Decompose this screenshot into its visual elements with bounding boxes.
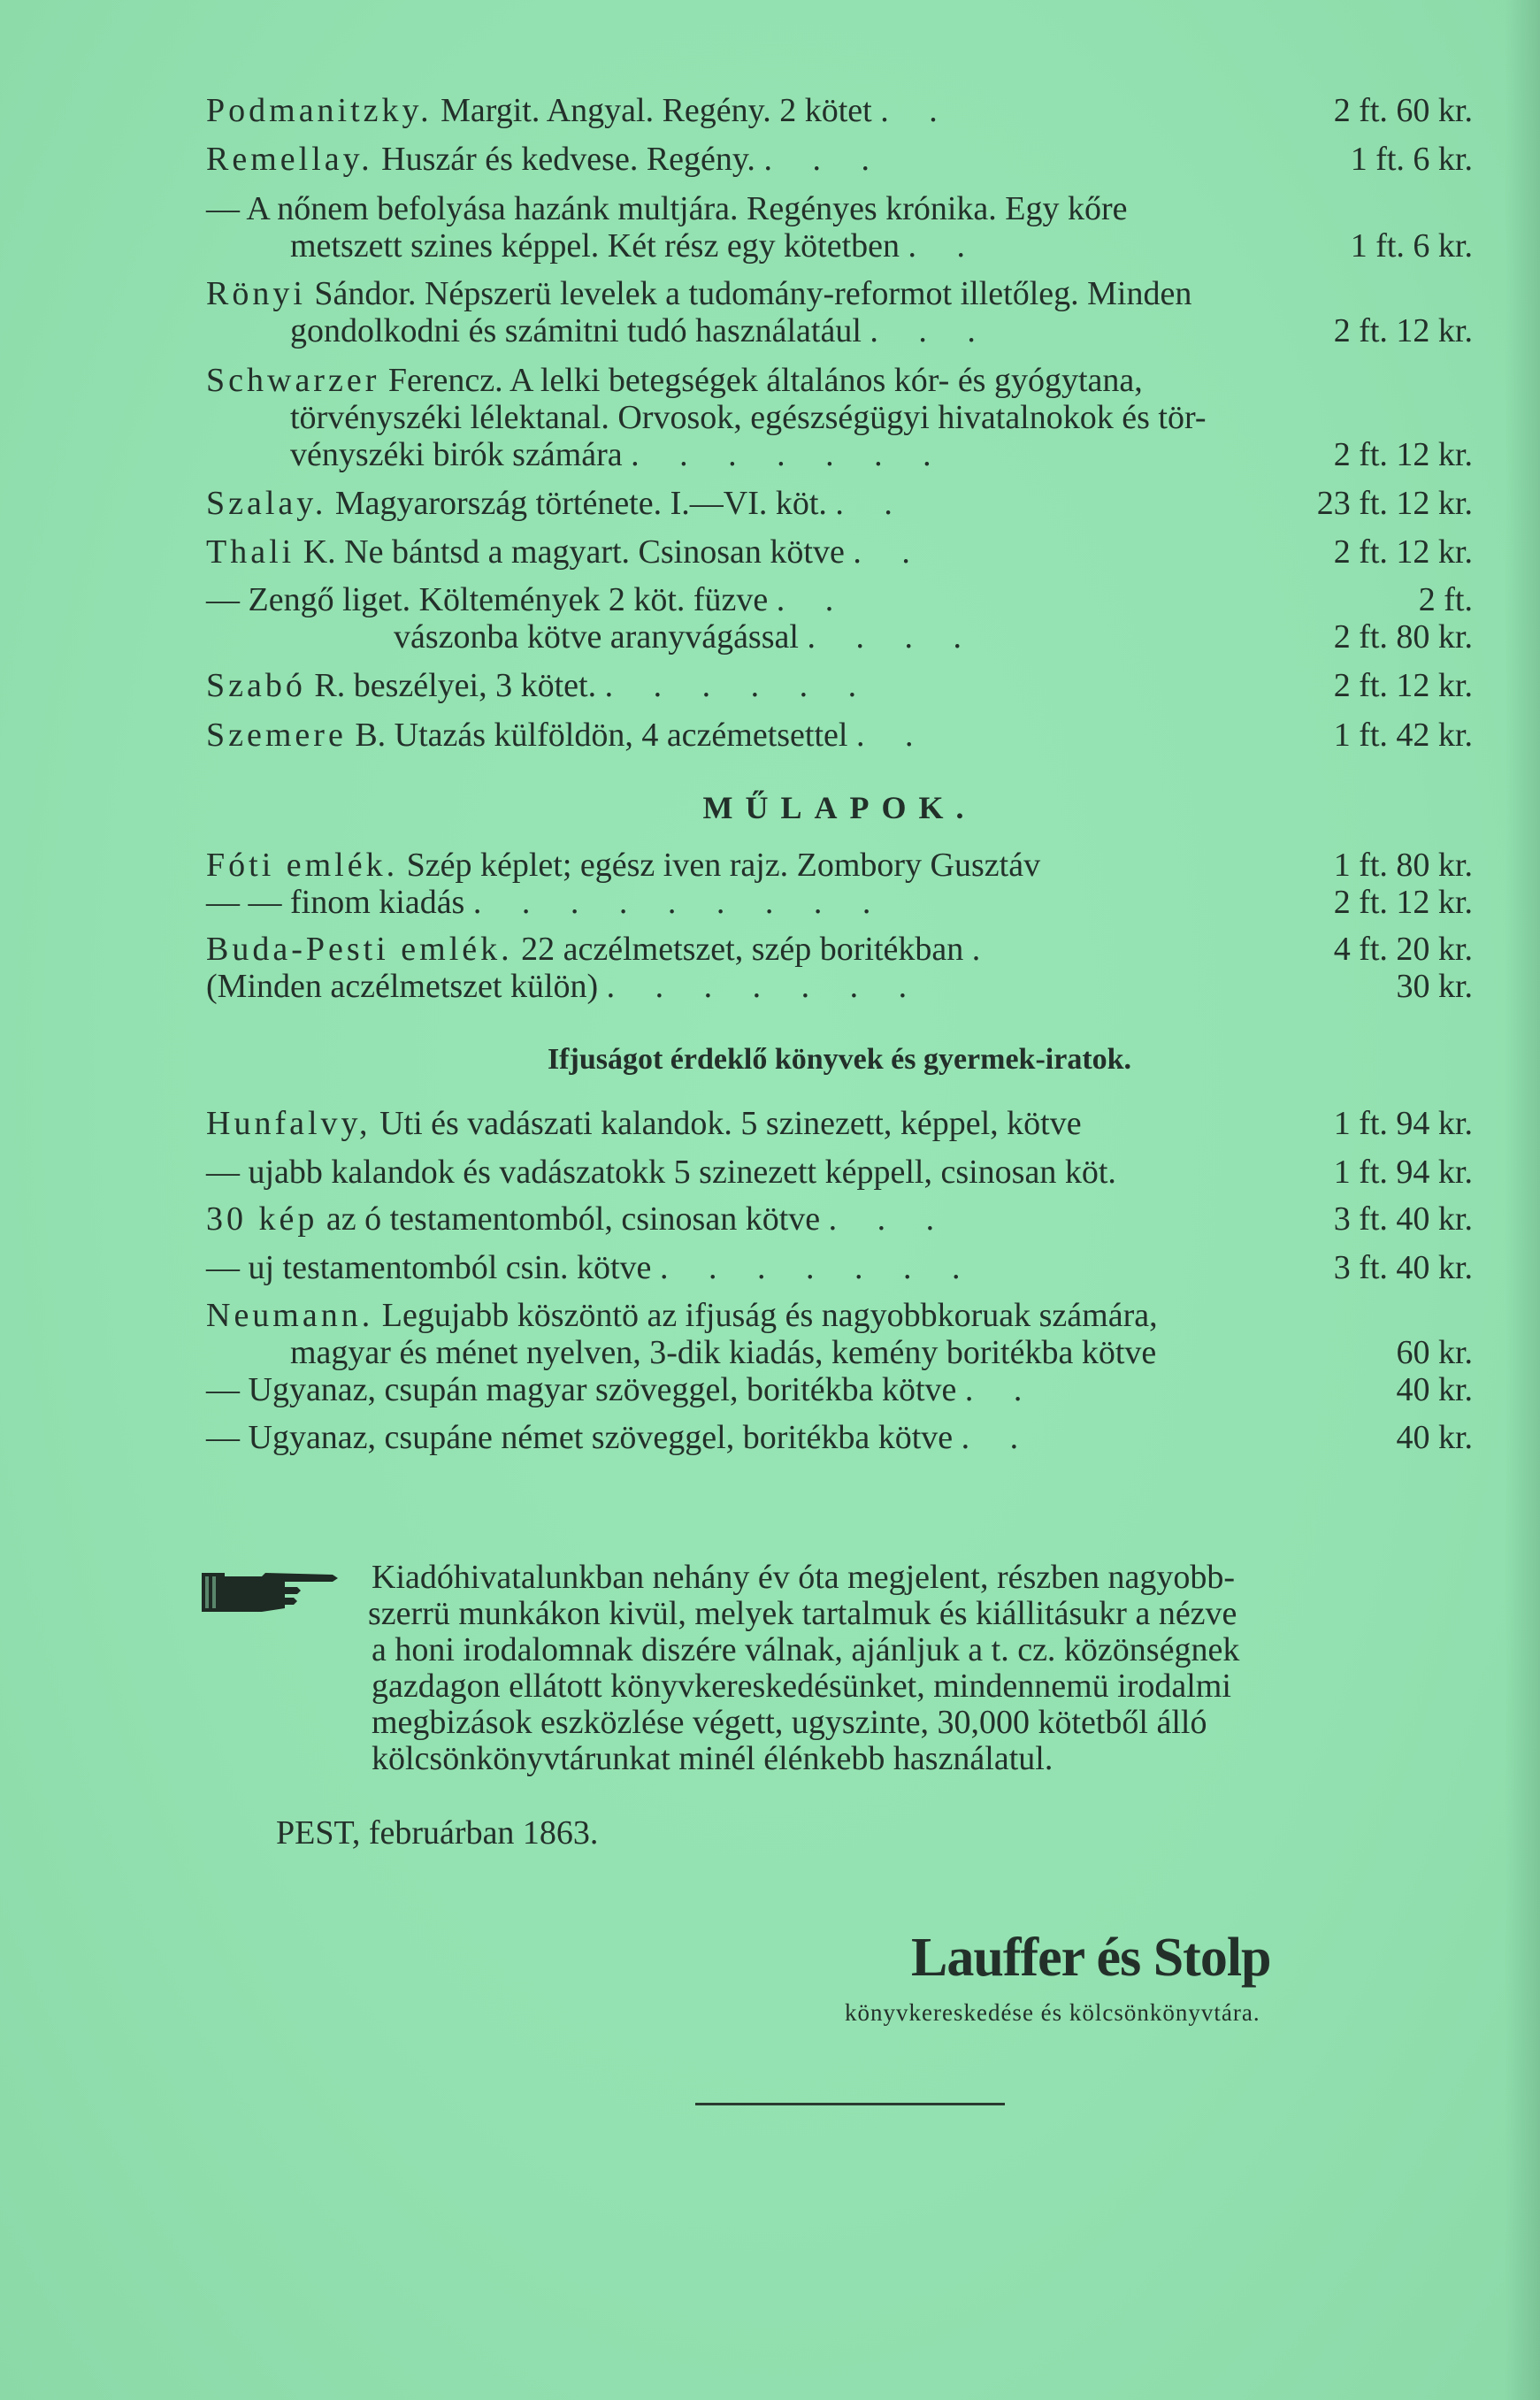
entry-line	[206, 931, 1473, 968]
leader-dots: . . . . . . .	[631, 436, 947, 473]
leader-dots: . . .	[828, 1200, 951, 1238]
author-name: Neumann.	[206, 1297, 374, 1334]
author-name: Thali	[206, 533, 295, 571]
entry-text	[290, 227, 981, 265]
title-text: — Zengő liget. Költemények 2 köt. füzve	[206, 581, 769, 618]
author-name: Szabó	[206, 667, 306, 704]
entry-line	[206, 618, 1473, 656]
publisher-name: Lauffer és Stolp	[911, 1928, 1271, 1988]
entry-text	[206, 1419, 1034, 1456]
entry-line	[206, 92, 1473, 129]
price: 2 ft.	[1418, 581, 1473, 618]
entry-line	[206, 141, 1473, 178]
entry-text	[206, 275, 1191, 312]
price: 40 kr.	[1396, 1371, 1473, 1408]
title-text: Huszár és kedvese. Regény.	[372, 141, 755, 178]
price: 60 kr.	[1396, 1334, 1473, 1371]
price: 30 kr.	[1396, 968, 1473, 1005]
price: 1 ft. 94 kr.	[1333, 1105, 1473, 1142]
entry-text	[206, 141, 885, 178]
title-text: 22 aczélmetszet, szép boritékban	[512, 931, 964, 968]
leader-dots: . . .	[870, 312, 992, 349]
price: 2 ft. 12 kr.	[1333, 436, 1473, 473]
catalogue-entry	[206, 485, 1473, 522]
title-text: Ferencz. A lelki betegségek általános kór- és gyógytana,	[379, 362, 1143, 399]
author-name: Buda-Pesti emlék.	[206, 931, 513, 968]
title-text: Magyarország története. I.—VI. köt.	[326, 485, 827, 522]
price: 1 ft. 6 kr.	[1350, 141, 1473, 178]
author-name: Szemere	[206, 717, 347, 754]
price: 40 kr.	[1396, 1419, 1473, 1456]
title-text: Uti és vadászati kalandok. 5 szinezett, képpel, kötve	[371, 1105, 1082, 1142]
price: 3 ft. 40 kr.	[1333, 1249, 1473, 1286]
publisher-subtitle: könyvkereskedése és kölcsönkönyvtára.	[845, 1999, 1260, 2026]
title-text: R. beszélyei, 3 kötet.	[305, 667, 597, 704]
title-text: — A nőnem befolyása hazánk multjára. Regényes krónika. Egy kőre	[206, 190, 1128, 227]
title-text: — Ugyanaz, csupáne német szöveggel, boritékba kötve	[206, 1419, 954, 1456]
price: 3 ft. 40 kr.	[1333, 1200, 1473, 1238]
entry-line	[206, 884, 1473, 921]
notice-line: a honi irodalomnak diszére válnak, ajánljuk a t. cz. közönségnek	[372, 1631, 1240, 1668]
entry-text	[206, 533, 926, 571]
price: 1 ft. 42 kr.	[1333, 717, 1473, 754]
entry-line	[206, 1249, 1473, 1286]
catalogue-entry	[206, 533, 1473, 571]
publisher-notice	[368, 1559, 1473, 1777]
entry-text	[206, 362, 1143, 399]
title-text: B. Utazás külföldön, 4 aczémetsettel	[346, 717, 848, 754]
title-text: (Minden aczélmetszet külön)	[206, 968, 599, 1005]
entry-line	[206, 1154, 1473, 1191]
leader-dots: . .	[835, 485, 908, 522]
leader-dots: . .	[964, 1371, 1038, 1408]
entry-line	[206, 190, 1473, 227]
entry-text	[290, 312, 992, 349]
catalogue-entry	[206, 190, 1473, 265]
entry-text	[290, 1334, 1156, 1371]
entry-line	[206, 362, 1473, 399]
leader-dots: . .	[880, 92, 954, 129]
entry-text	[206, 485, 908, 522]
price: 4 ft. 20 kr.	[1333, 931, 1473, 968]
entry-text	[206, 717, 929, 754]
catalogue-entry	[206, 1200, 1473, 1238]
catalogue-entry	[206, 847, 1473, 921]
entry-line	[206, 667, 1473, 704]
pointing-hand-icon	[200, 1566, 341, 1619]
title-text: magyar és ménet nyelven, 3-dik kiadás, kemény boritékba kötve	[290, 1334, 1157, 1371]
title-text: törvényszéki lélektanal. Orvosok, egészségügyi hivatalnokok és tör-	[290, 399, 1207, 436]
price: 2 ft. 12 kr.	[1333, 667, 1473, 704]
catalogue-entry	[206, 1297, 1473, 1371]
author-name: Rönyi	[206, 275, 306, 312]
entry-text	[206, 931, 996, 968]
price: 1 ft. 80 kr.	[1333, 847, 1473, 884]
title-text: Sándor. Népszerü levelek a tudomány-reformot illetőleg. Minden	[305, 275, 1192, 312]
place-date-line: PEST, februárban 1863.	[276, 1814, 599, 1852]
catalogue-entry	[206, 1419, 1473, 1456]
catalogue-entry	[206, 92, 1473, 129]
catalogue-entry	[206, 581, 1473, 656]
entry-text	[206, 1249, 976, 1286]
author-name: Szalay.	[206, 485, 327, 522]
leader-dots: . . . . . . .	[606, 968, 923, 1005]
title-text: Margit. Angyal. Regény. 2 kötet	[432, 92, 872, 129]
catalogue-entry	[206, 1154, 1473, 1191]
title-text: Legujabb köszöntö az ifjuság és nagyobbkoruak számára,	[373, 1297, 1158, 1334]
catalogue-entry	[206, 362, 1473, 473]
notice-line: gazdagon ellátott könyvkereskedésünket, mindennemü irodalmi	[372, 1668, 1231, 1705]
entry-text	[206, 1154, 1116, 1191]
title-text: az ó testamentomból, csinosan kötve	[318, 1200, 821, 1238]
entry-text	[206, 190, 1128, 227]
leader-dots: . . . .	[807, 618, 977, 656]
entry-line	[206, 485, 1473, 522]
price: 2 ft. 80 kr.	[1333, 618, 1473, 656]
price: 1 ft. 6 kr.	[1350, 227, 1473, 265]
section-heading-mulapok: MŰLAPOK.	[702, 790, 977, 825]
entry-text	[206, 968, 923, 1005]
leader-dots: . . .	[763, 141, 885, 178]
price: 2 ft. 12 kr.	[1333, 312, 1473, 349]
leader-dots: .	[971, 931, 997, 968]
leader-dots: . .	[855, 717, 930, 754]
entry-line	[206, 275, 1473, 312]
leader-dots: . . . . . . . . .	[472, 884, 887, 921]
price: 1 ft. 94 kr.	[1333, 1154, 1473, 1191]
entry-line	[206, 399, 1473, 436]
title-text: K. Ne bántsd a magyart. Csinosan kötve	[295, 533, 845, 571]
entry-line	[206, 1371, 1473, 1408]
entry-line	[206, 1200, 1473, 1238]
entry-line	[206, 1105, 1473, 1142]
leader-dots: . .	[853, 533, 926, 571]
notice-line: kölcsönkönyvtárunkat minél élénkebb használatul.	[372, 1740, 1053, 1777]
title-text: metszett szines képpel. Két rész egy kötetben	[290, 227, 900, 265]
catalogue-entry	[206, 1105, 1473, 1142]
author-name: Hunfalvy,	[206, 1105, 372, 1142]
closing-rule	[695, 2103, 1005, 2105]
leader-dots: . . . . . .	[604, 667, 873, 704]
leader-dots: . . . . . . .	[659, 1249, 977, 1286]
catalogue-entry	[206, 1249, 1473, 1286]
entry-line	[206, 847, 1473, 884]
section-heading-ifjusag: Ifjuságot érdeklő könyvek és gyermek-iratok.	[547, 1043, 1132, 1076]
catalogue-entry	[206, 931, 1473, 1005]
title-text: — Ugyanaz, csupán magyar szöveggel, boritékba kötve	[206, 1371, 957, 1408]
leader-dots: . .	[776, 581, 850, 618]
entry-line	[206, 533, 1473, 571]
entry-text	[394, 618, 977, 656]
leader-dots: . .	[908, 227, 982, 265]
author-name: Fóti emlék.	[206, 847, 399, 884]
price: 2 ft. 12 kr.	[1333, 533, 1473, 571]
price: 2 ft. 60 kr.	[1333, 92, 1473, 129]
entry-line	[206, 1334, 1473, 1371]
entry-line	[206, 717, 1473, 754]
title-text: — ujabb kalandok és vadászatokk 5 szinezett képpell, csinosan köt.	[206, 1154, 1116, 1191]
title-text: vászonba kötve aranyvágással	[394, 618, 799, 656]
author-name: Schwarzer	[206, 362, 380, 399]
entry-text	[206, 92, 954, 129]
title-text: gondolkodni és számitni tudó használatául	[290, 312, 862, 349]
catalogue-entry	[206, 1371, 1473, 1408]
author-name: 30 kép	[206, 1200, 318, 1238]
catalogue-entry	[206, 141, 1473, 178]
title-text: Szép képlet; egész iven rajz. Zombory Gusztáv	[398, 847, 1041, 884]
entry-text	[206, 847, 1040, 884]
entry-text	[206, 884, 886, 921]
notice-line: megbizások eszközlése végett, ugyszinte, 30,000 kötetből álló	[372, 1704, 1207, 1741]
entry-text	[290, 436, 947, 473]
catalogue-entry	[206, 717, 1473, 754]
title-text: vényszéki birók számára	[290, 436, 623, 473]
entry-line	[206, 968, 1473, 1005]
entry-text	[206, 1371, 1038, 1408]
author-name: Remellay.	[206, 141, 373, 178]
entry-line	[206, 436, 1473, 473]
title-text: — — finom kiadás	[206, 884, 465, 921]
price: 2 ft. 12 kr.	[1333, 884, 1473, 921]
leader-dots: . .	[961, 1419, 1035, 1456]
entry-line	[206, 312, 1473, 349]
entry-line	[206, 1419, 1473, 1456]
catalogue-entry	[206, 275, 1473, 349]
entry-line	[206, 581, 1473, 618]
entry-text	[206, 1105, 1082, 1142]
entry-text	[206, 581, 849, 618]
title-text: — uj testamentomból csin. kötve	[206, 1249, 652, 1286]
entry-text	[206, 667, 872, 704]
entry-text	[206, 1297, 1158, 1334]
notice-line: Kiadóhivatalunkban nehány év óta megjelent, részben nagyobb-	[372, 1559, 1236, 1596]
entry-line	[206, 1297, 1473, 1334]
entry-line	[206, 227, 1473, 265]
entry-text	[290, 399, 1207, 436]
price: 23 ft. 12 kr.	[1316, 485, 1473, 522]
notice-line: szerrü munkákon kivül, melyek tartalmuk és kiállitásukr a nézve	[368, 1595, 1237, 1632]
page-edge-shadow	[1505, 0, 1540, 2400]
catalogue-entry	[206, 667, 1473, 704]
author-name: Podmanitzky.	[206, 92, 433, 129]
entry-text	[206, 1200, 950, 1238]
